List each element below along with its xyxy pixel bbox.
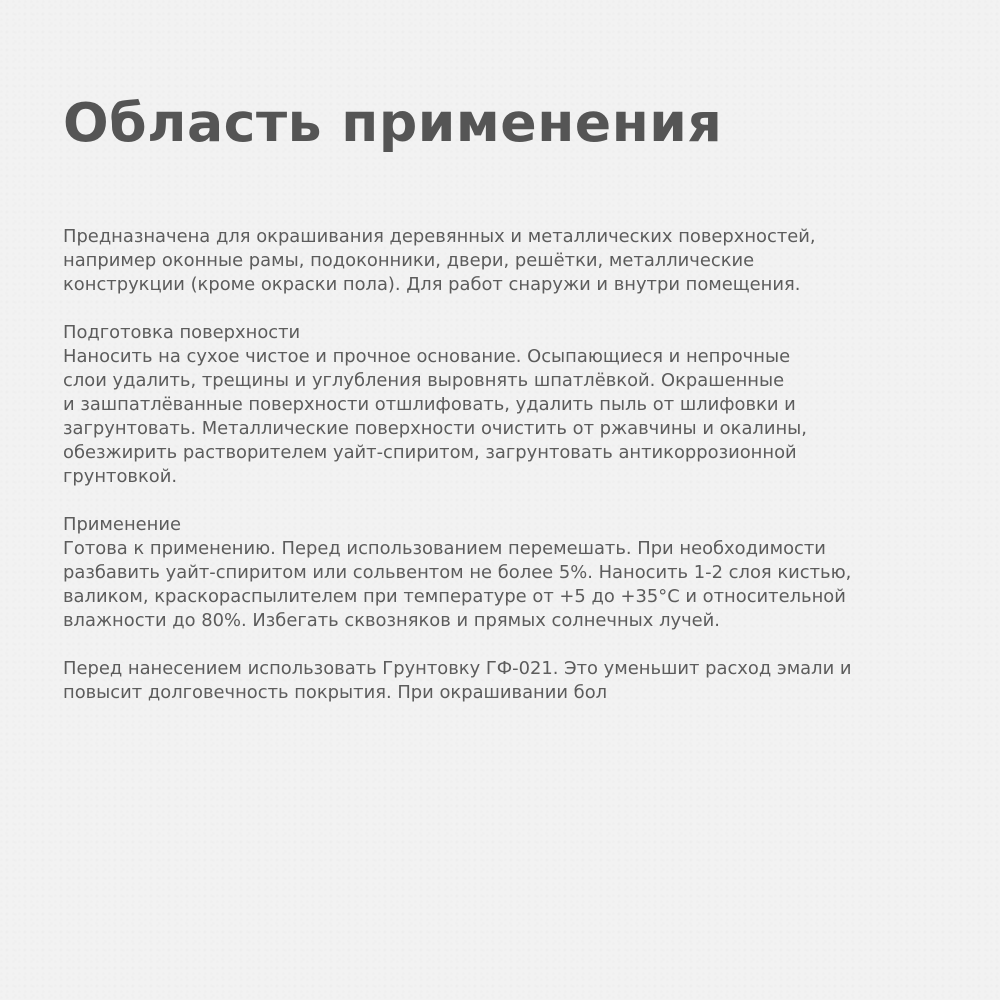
text-line: разбавить уайт-спиритом или сольвентом не более 5%. Наносить 1-2 слоя кистью, (63, 562, 852, 583)
text-line: и зашпатлёванные поверхности отшлифовать, удалить пыль от шлифовки и (63, 394, 796, 415)
text-line: Предназначена для окрашивания деревянных и металлических поверхностей, (63, 226, 816, 247)
text-line: загрунтовать. Металлические поверхности очистить от ржавчины и окалины, (63, 418, 807, 439)
text-line: обезжирить растворителем уайт-спиритом, загрунтовать антикоррозионной (63, 442, 797, 463)
paragraph-primer-note (63, 657, 943, 705)
text-line: валиком, краскораспылителем при температуре от +5 до +35°С и относительной (63, 586, 846, 607)
document-page (63, 90, 943, 729)
text-line: конструкции (кроме окраски пола). Для работ снаружи и внутри помещения. (63, 274, 801, 295)
text-line: Готова к применению. Перед использованием перемешать. При необходимости (63, 538, 826, 559)
text-line: влажности до 80%. Избегать сквозняков и прямых солнечных лучей. (63, 610, 720, 631)
text-line: повысит долговечность покрытия. При окрашивании бол (63, 682, 608, 703)
page-title: Область применения (63, 91, 723, 154)
paragraph-application (63, 513, 943, 633)
text-line: слои удалить, трещины и углубления выровнять шпатлёвкой. Окрашенные (63, 370, 785, 391)
paragraph-purpose (63, 225, 943, 297)
text-line: Наносить на сухое чистое и прочное основание. Осыпающиеся и непрочные (63, 346, 791, 367)
paragraph-surface-preparation (63, 321, 943, 489)
document-body (63, 225, 943, 705)
text-line: Перед нанесением использовать Грунтовку ГФ-021. Это уменьшит расход эмали и (63, 658, 852, 679)
section-heading: Подготовка поверхности (63, 322, 301, 343)
text-line: например оконные рамы, подоконники, двери, решётки, металлические (63, 250, 755, 271)
section-heading: Применение (63, 514, 181, 535)
text-line: грунтовкой. (63, 466, 178, 487)
